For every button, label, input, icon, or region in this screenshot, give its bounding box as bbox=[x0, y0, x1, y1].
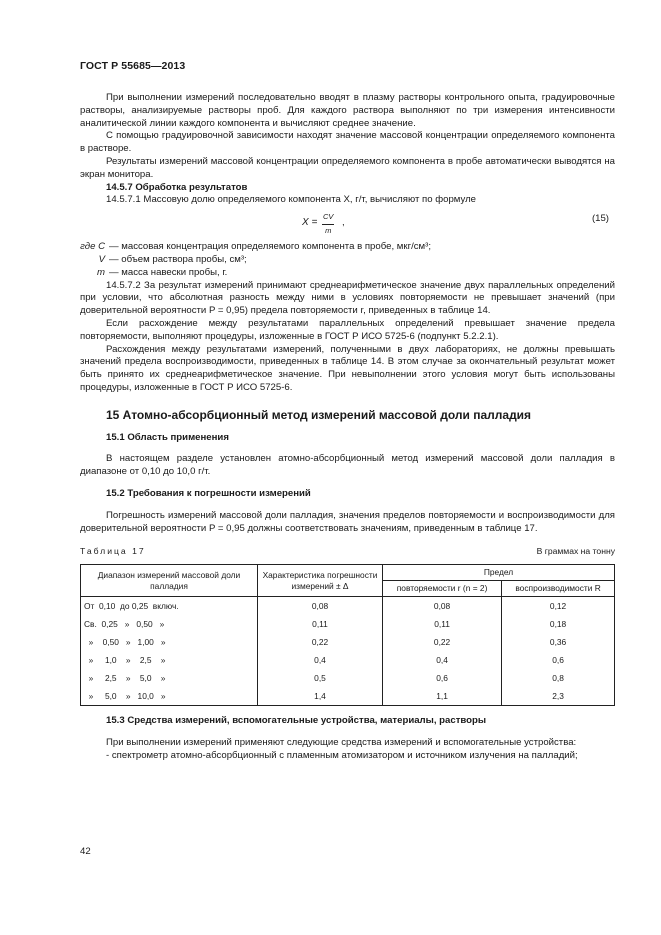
paragraph: 14.5.7.2 За результат измерений принимают среднеарифметическое значение двух параллельных определений при условии, что абсолютная разность между ними в условиях повторяемости не превышает значений (при доверительной вероятности P = 0,95) предела повторяемости r, приведенных в таблице 14. bbox=[80, 279, 615, 317]
table-cell: 0,8 bbox=[502, 669, 615, 687]
table-cell: » 1,0 » 2,5 » bbox=[81, 651, 258, 669]
table-cell: » 5,0 » 10,0 » bbox=[81, 687, 258, 706]
table-cell: 0,08 bbox=[258, 597, 383, 616]
legend-text: — объем раствора пробы, см³; bbox=[109, 253, 247, 265]
subsection-title: 15.1 Область применения bbox=[106, 431, 229, 443]
table-cell: 0,11 bbox=[383, 615, 502, 633]
paragraph: При выполнении измерений применяют следующие средства измерений и вспомогательные устройства: bbox=[106, 736, 577, 748]
table-17 bbox=[80, 564, 615, 706]
table-row bbox=[81, 651, 615, 669]
paragraph: Результаты измерений массовой концентрации определяемого компонента в пробе автоматически выводятся на экран монитора. bbox=[80, 155, 615, 180]
table-row bbox=[81, 615, 615, 633]
table-cell: 0,6 bbox=[383, 669, 502, 687]
paragraph: Расхождения между результатами измерений, полученными в двух лабораториях, не должны превышать значений предела воспроизводимости, приведенных в таблице 14. В этом случае за окончательный результат может быть принято их среднеарифметическое значение. При невыполнении этого условия могут быть использованы процедуры, изложенные в ГОСТ Р ИСО 5725-6. bbox=[80, 343, 615, 393]
column-header-reproducibility: воспроизводимости R bbox=[502, 581, 615, 597]
paragraph: Если расхождение между результатами параллельных определений превышает значение предела повторяемости, выполняют процедуры, изложенные в ГОСТ Р ИСО 5725-6 (подпункт 5.2.2.1). bbox=[80, 317, 615, 342]
table-cell: 0,4 bbox=[383, 651, 502, 669]
legend-symbol: V bbox=[98, 253, 105, 265]
table-cell: 0,4 bbox=[258, 651, 383, 669]
subsection-title: 15.3 Средства измерений, вспомогательные устройства, материалы, растворы bbox=[106, 715, 487, 727]
table-units: В граммах на тонну bbox=[536, 546, 615, 557]
table-row bbox=[81, 669, 615, 687]
table-cell: 2,3 bbox=[502, 687, 615, 706]
table-title: Таблица 17 bbox=[80, 546, 146, 557]
table-cell: 0,6 bbox=[502, 651, 615, 669]
table-cell: 1,4 bbox=[258, 687, 383, 706]
table-row bbox=[81, 633, 615, 651]
table-cell: 1,1 bbox=[383, 687, 502, 706]
legend-text: — масса навески пробы, г. bbox=[109, 266, 228, 278]
subsection-title: 14.5.7 Обработка результатов bbox=[106, 181, 248, 193]
table-cell: 0,11 bbox=[258, 615, 383, 633]
formula-fraction bbox=[322, 211, 334, 238]
table-row bbox=[81, 687, 615, 706]
table-cell: 0,5 bbox=[258, 669, 383, 687]
formula-number: (15) bbox=[591, 213, 609, 225]
formula-15 bbox=[80, 207, 615, 241]
formula-comma: , bbox=[342, 217, 345, 229]
paragraph: В настоящем разделе установлен атомно-абсорбционный метод измерений массовой доли палладия в диапазоне от 0,10 до 10,0 г/т. bbox=[80, 453, 615, 478]
table-row bbox=[81, 597, 615, 616]
column-header-repeatability: повторяемости r (n = 2) bbox=[383, 581, 502, 597]
paragraph: С помощью градуировочной зависимости находят значение массовой концентрации определяемого компонента в растворе. bbox=[80, 130, 615, 155]
column-header-error: Характеристика погрешности измерений ± Δ bbox=[258, 565, 383, 597]
legend-symbol: m bbox=[97, 266, 105, 278]
paragraph: При выполнении измерений последовательно вводят в плазму растворы контрольного опыта, градуировочные растворы, анализируемые растворы проб. Для каждого раствора выполняют по три измерения интенсивности аналитической линии каждого компонента и вычисляют среднее значение. bbox=[80, 92, 615, 129]
list-item: - спектрометр атомно-абсорбционный с пламенным атомизатором и источником излучения на палладий; bbox=[106, 749, 578, 761]
formula-lhs: X = bbox=[302, 217, 318, 229]
table-cell: 0,08 bbox=[383, 597, 502, 616]
paragraph: 14.5.7.1 Массовую долю определяемого компонента X, г/т, вычисляют по формуле bbox=[106, 194, 476, 206]
table-cell: » 0,50 » 1,00 » bbox=[81, 633, 258, 651]
document-body bbox=[80, 92, 615, 763]
table-cell: » 2,5 » 5,0 » bbox=[81, 669, 258, 687]
legend-text: — массовая концентрация определяемого компонента в пробе, мкг/см³; bbox=[109, 241, 431, 253]
table-cell: 0,12 bbox=[502, 597, 615, 616]
section-title: 15 Атомно-абсорбционный метод измерений массовой доли палладия bbox=[106, 407, 532, 422]
table-cell: 0,22 bbox=[383, 633, 502, 651]
table-cell: От 0,10 до 0,25 включ. bbox=[81, 597, 258, 616]
table-caption bbox=[80, 545, 615, 558]
formula-denominator: m bbox=[325, 225, 332, 235]
column-header-limit: Предел bbox=[383, 565, 615, 581]
table-cell: Св. 0,25 » 0,50 » bbox=[81, 615, 258, 633]
paragraph: Погрешность измерений массовой доли палладия, значения пределов повторяемости и воспроизводимости для доверительной вероятности P = 0,95 должны соответствовать значениям, приведенным в таблице 17. bbox=[80, 509, 615, 534]
table-cell: 0,18 bbox=[502, 615, 615, 633]
table-cell: 0,22 bbox=[258, 633, 383, 651]
legend-symbol: где C bbox=[80, 241, 105, 253]
table-cell: 0,36 bbox=[502, 633, 615, 651]
formula-numerator: CV bbox=[322, 211, 334, 225]
page-number: 42 bbox=[80, 846, 91, 857]
column-header-range: Диапазон измерений массовой доли палладия bbox=[81, 565, 258, 597]
subsection-title: 15.2 Требования к погрешности измерений bbox=[106, 487, 311, 499]
document-header: ГОСТ Р 55685—2013 bbox=[80, 60, 186, 72]
formula-legend bbox=[80, 241, 615, 279]
